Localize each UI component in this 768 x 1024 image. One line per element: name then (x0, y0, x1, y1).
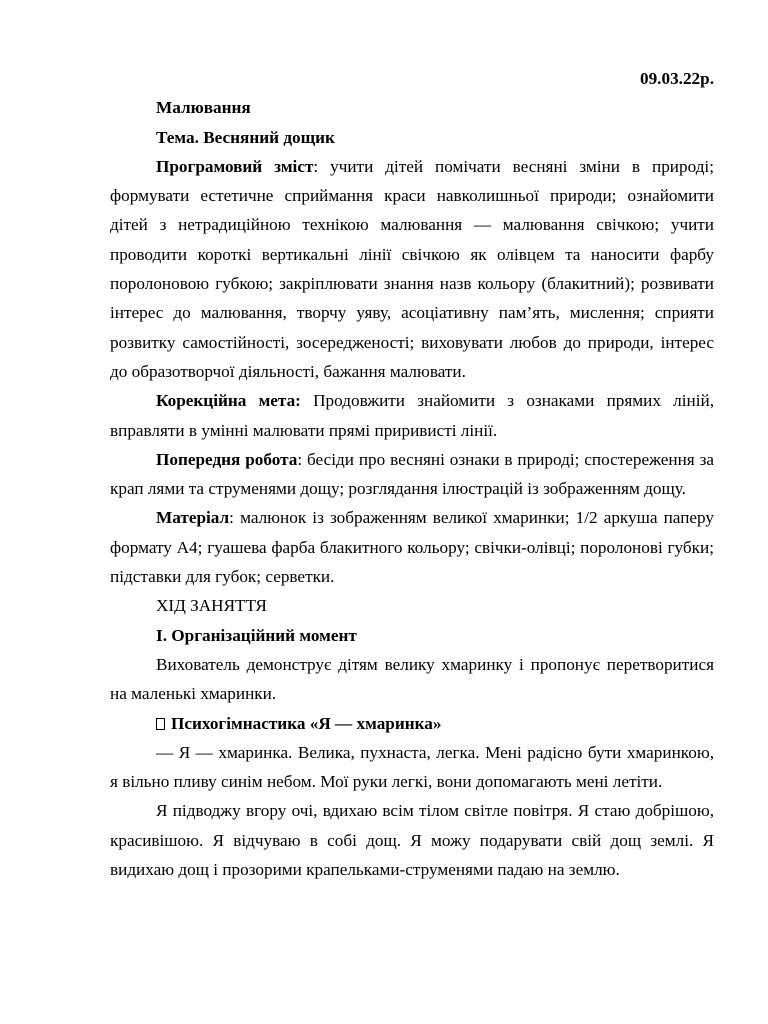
topic-heading: Тема. Весняний дощик (156, 127, 335, 147)
program-paragraph (110, 152, 714, 386)
psycho-heading (110, 709, 714, 738)
preliminary-label: Попередня робота (156, 449, 298, 469)
subject-heading: Малювання (156, 98, 251, 118)
material-label: Матеріал (156, 508, 230, 528)
preliminary-text: : бесіди про весняні ознаки в природі; спостереження за крап лями та струменями дощу; розглядання ілюстрацій із зображенням дощу. (110, 449, 715, 499)
correction-label: Корекційна мета: (156, 391, 301, 411)
program-label: Програмовий зміст (156, 156, 314, 176)
program-text: : учити дітей помічати весняні зміни в природі; формувати естетичне сприймання краси навколишньої природи; ознайомити дітей з нетрадиційною технікою малювання — малювання свічкою; учити проводити короткі вертикальні лінії свічкою як олівцем та наносити фарбу поролоновою губкою; закріплювати знання назв кольору (блакитний); розвивати інтерес до малювання, творчу уяву, асоціативну пам’ять, мислення; сприяти розвитку самостійності, зосередженості; виховувати любов до природи, інтерес до образотворчої діяльності, бажання малювати. (110, 156, 714, 381)
psycho-title: Психогімнастика «Я — хмаринка» (171, 713, 442, 733)
checkbox-glyph-icon (156, 718, 165, 730)
course-title: ХІД ЗАНЯТТЯ (156, 596, 267, 616)
psycho-paragraph-2: Я підводжу вгору очі, вдихаю всім тілом світле повітря. Я стаю добрішою, красивішою. Я відчуваю в собі дощ. Я можу подарувати свій дощ землі. Я видихаю дощ і прозорими крапельками-струменями падаю на землю. (110, 801, 714, 880)
section1-title: І. Організаційний момент (156, 625, 357, 645)
correction-text: Продовжити знайомити з ознаками прямих ліній, вправляти в умінні малювати прямі приривисті лінії. (110, 391, 714, 440)
material-paragraph (110, 503, 714, 591)
section1-paragraph: Вихователь демонструє дітям велику хмаринку і пропонує перетворитися на маленькі хмаринки. (110, 654, 714, 704)
psycho-paragraph-1: — Я — хмаринка. Велика, пухнаста, легка. Мені радісно бути хмаринкою, я вільно пливу синім небом. Мої руки легкі, вони допомагають мені летіти. (110, 742, 714, 792)
material-text: : малюнок із зображенням великої хмаринки; 1/2 аркуша паперу формату А4; гуашева фарба блакитного кольору; свічки-олівці; поролонові губки; підставки для губок; серветки. (110, 508, 714, 587)
preliminary-paragraph (110, 445, 714, 504)
correction-paragraph (110, 386, 714, 445)
document-date: 09.03.22р. (639, 69, 714, 88)
